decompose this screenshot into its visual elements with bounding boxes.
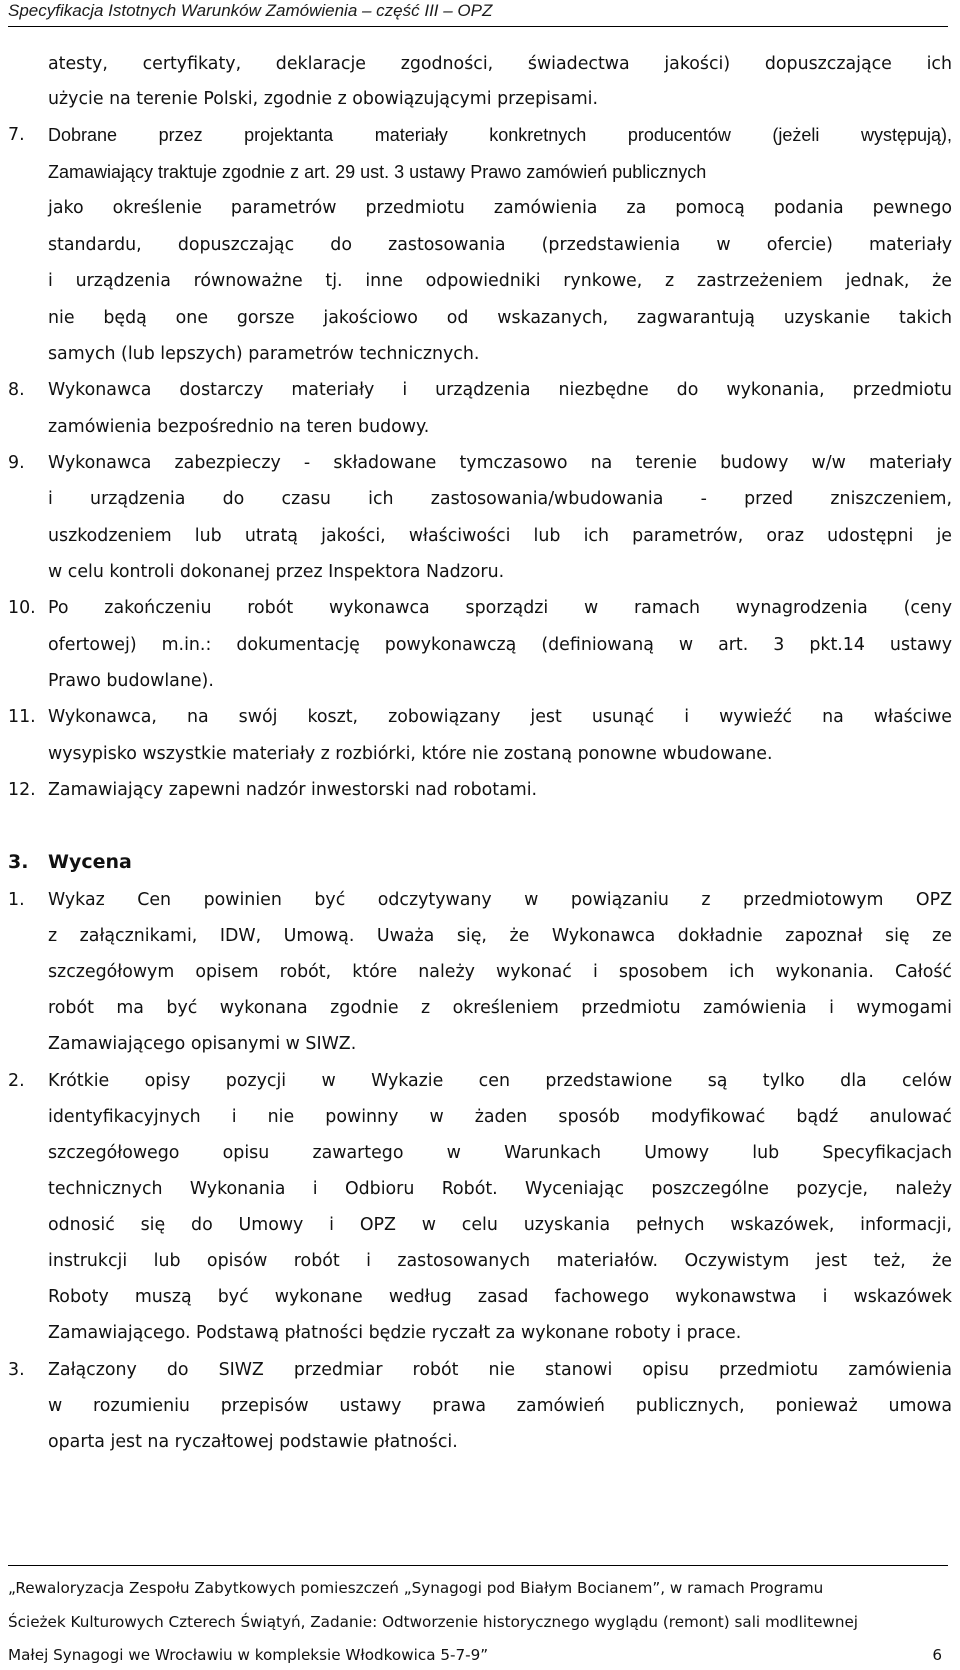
- item-number-11: 11.: [8, 707, 36, 727]
- footer-line-2: Ścieżek Kulturowych Czterech Świątyń, Zadanie: Odtworzenie historycznego wyglądu (remont) sali modlitewnej: [8, 1613, 859, 1631]
- section-item-1-line-1: Wykaz Cen powinien być odczytywany w powiązaniu z przedmiotowym OPZ: [48, 890, 952, 910]
- section-item-2-line-3: szczegółowego opisu zawartego w Warunkach Umowy lub Specyfikacjach: [48, 1143, 952, 1163]
- page-number: 6: [932, 1646, 942, 1664]
- section-item-2-line-2: identyfikacyjnych i nie powinny w żaden sposób modyfikować bądź anulować: [48, 1107, 952, 1127]
- item-9-line-4: w celu kontroli dokonanej przez Inspektora Nadzoru.: [48, 562, 505, 582]
- item-7-line-5: i urządzenia równoważne tj. inne odpowiedniki rynkowe, z zastrzeżeniem jednak, że: [48, 271, 952, 291]
- item-10-line-3: Prawo budowlane).: [48, 671, 214, 691]
- item-10-line-2: ofertowej) m.in.: dokumentację powykonawczą (definiowaną w art. 3 pkt.14 ustawy: [48, 635, 952, 655]
- item-7-line-6: nie będą one gorsze jakościowo od wskazanych, zagwarantują uzyskanie takich: [48, 308, 952, 328]
- item-9-line-3: uszkodzeniem lub utratą jakości, właściwości lub ich parametrów, oraz udostępni je: [48, 526, 952, 546]
- item-9-line-2: i urządzenia do czasu ich zastosowania/wbudowania - przed zniszczeniem,: [48, 489, 952, 509]
- header-title: Specyfikacja Istotnych Warunków Zamówienia – część III – OPZ: [8, 1, 493, 20]
- section-number: 3.: [8, 851, 29, 873]
- item-7-line-7: samych (lub lepszych) parametrów technicznych.: [48, 344, 480, 364]
- section-item-2-line-5: odnosić się do Umowy i OPZ w celu uzyskania pełnych wskazówek, informacji,: [48, 1215, 952, 1235]
- item-12-line-1: Zamawiający zapewni nadzór inwestorski nad robotami.: [48, 780, 538, 800]
- page-header: [8, 0, 948, 27]
- item-9-line-1: Wykonawca zabezpieczy - składowane tymczasowo na terenie budowy w/w materiały: [48, 453, 952, 473]
- intro-line-2: użycie na terenie Polski, zgodnie z obowiązującymi przepisami.: [48, 89, 599, 109]
- item-8-line-2: zamówienia bezpośrednio na teren budowy.: [48, 417, 430, 437]
- section-item-number-1: 1.: [8, 890, 25, 910]
- item-10-line-1: Po zakończeniu robót wykonawca sporządzi w ramach wynagrodzenia (ceny: [48, 598, 952, 618]
- section-item-2-line-6: instrukcji lub opisów robót i zastosowanych materiałów. Oczywistym jest też, że: [48, 1251, 952, 1271]
- section-item-2-line-7: Roboty muszą być wykonane według zasad fachowego wykonawstwa i wskazówek: [48, 1287, 952, 1307]
- section-item-2-line-4: technicznych Wykonania i Odbioru Robót. Wyceniając poszczególne pozycje, należy: [48, 1179, 952, 1199]
- item-7-line-1: Dobrane przez projektanta materiały konkretnych producentów (jeżeli występują),: [48, 125, 952, 145]
- section-item-3-line-1: Załączony do SIWZ przedmiar robót nie stanowi opisu przedmiotu zamówienia: [48, 1360, 952, 1380]
- item-7-line-4: standardu, dopuszczając do zastosowania (przedstawienia w ofercie) materiały: [48, 235, 952, 255]
- item-number-9: 9.: [8, 453, 25, 473]
- section-item-2-line-8: Zamawiającego. Podstawą płatności będzie ryczałt za wykonane roboty i prace.: [48, 1323, 742, 1343]
- item-8-line-1: Wykonawca dostarczy materiały i urządzenia niezbędne do wykonania, przedmiotu: [48, 380, 952, 400]
- section-title: Wycena: [48, 851, 132, 873]
- section-item-1-line-4: robót ma być wykonana zgodnie z określeniem przedmiotu zamówienia i wymogami: [48, 998, 952, 1018]
- intro-line-1: atesty, certyfikaty, deklaracje zgodności, świadectwa jakości) dopuszczające ich: [48, 54, 952, 74]
- section-item-1-line-3: szczegółowym opisem robót, które należy wykonać i sposobem ich wykonania. Całość: [48, 962, 952, 982]
- section-item-1-line-2: z załącznikami, IDW, Umową. Uważa się, że Wykonawca dokładnie zapoznał się ze: [48, 926, 952, 946]
- item-number-8: 8.: [8, 380, 25, 400]
- section-item-3-line-3: oparta jest na ryczałtowej podstawie płatności.: [48, 1432, 458, 1452]
- footer-line-1: „Rewaloryzacja Zespołu Zabytkowych pomieszczeń „Synagogi pod Białym Bocianem”, w ramach Programu: [8, 1579, 824, 1597]
- footer-line-3: Małej Synagogi we Wrocławiu w kompleksie Włodkowica 5-7-9”: [8, 1646, 489, 1664]
- section-item-number-3: 3.: [8, 1360, 25, 1380]
- item-7-line-3: jako określenie parametrów przedmiotu zamówienia za pomocą podania pewnego: [48, 198, 952, 218]
- section-item-1-line-5: Zamawiającego opisanymi w SIWZ.: [48, 1034, 357, 1054]
- section-item-2-line-1: Krótkie opisy pozycji w Wykazie cen przedstawione są tylko dla celów: [48, 1071, 952, 1091]
- item-7-line-2: Zamawiający traktuje zgodnie z art. 29 ust. 3 ustawy Prawo zamówień publicznych: [48, 162, 707, 182]
- item-number-12: 12.: [8, 780, 36, 800]
- item-number-10: 10.: [8, 598, 36, 618]
- page-footer: [8, 1565, 948, 1568]
- item-number-7: 7.: [8, 125, 25, 145]
- item-11-line-1: Wykonawca, na swój koszt, zobowiązany jest usunąć i wywieźć na właściwe: [48, 707, 952, 727]
- item-11-line-2: wysypisko wszystkie materiały z rozbiórki, które nie zostaną ponowne wbudowane.: [48, 744, 773, 764]
- section-item-number-2: 2.: [8, 1071, 25, 1091]
- section-item-3-line-2: w rozumieniu przepisów ustawy prawa zamówień publicznych, ponieważ umowa: [48, 1396, 952, 1416]
